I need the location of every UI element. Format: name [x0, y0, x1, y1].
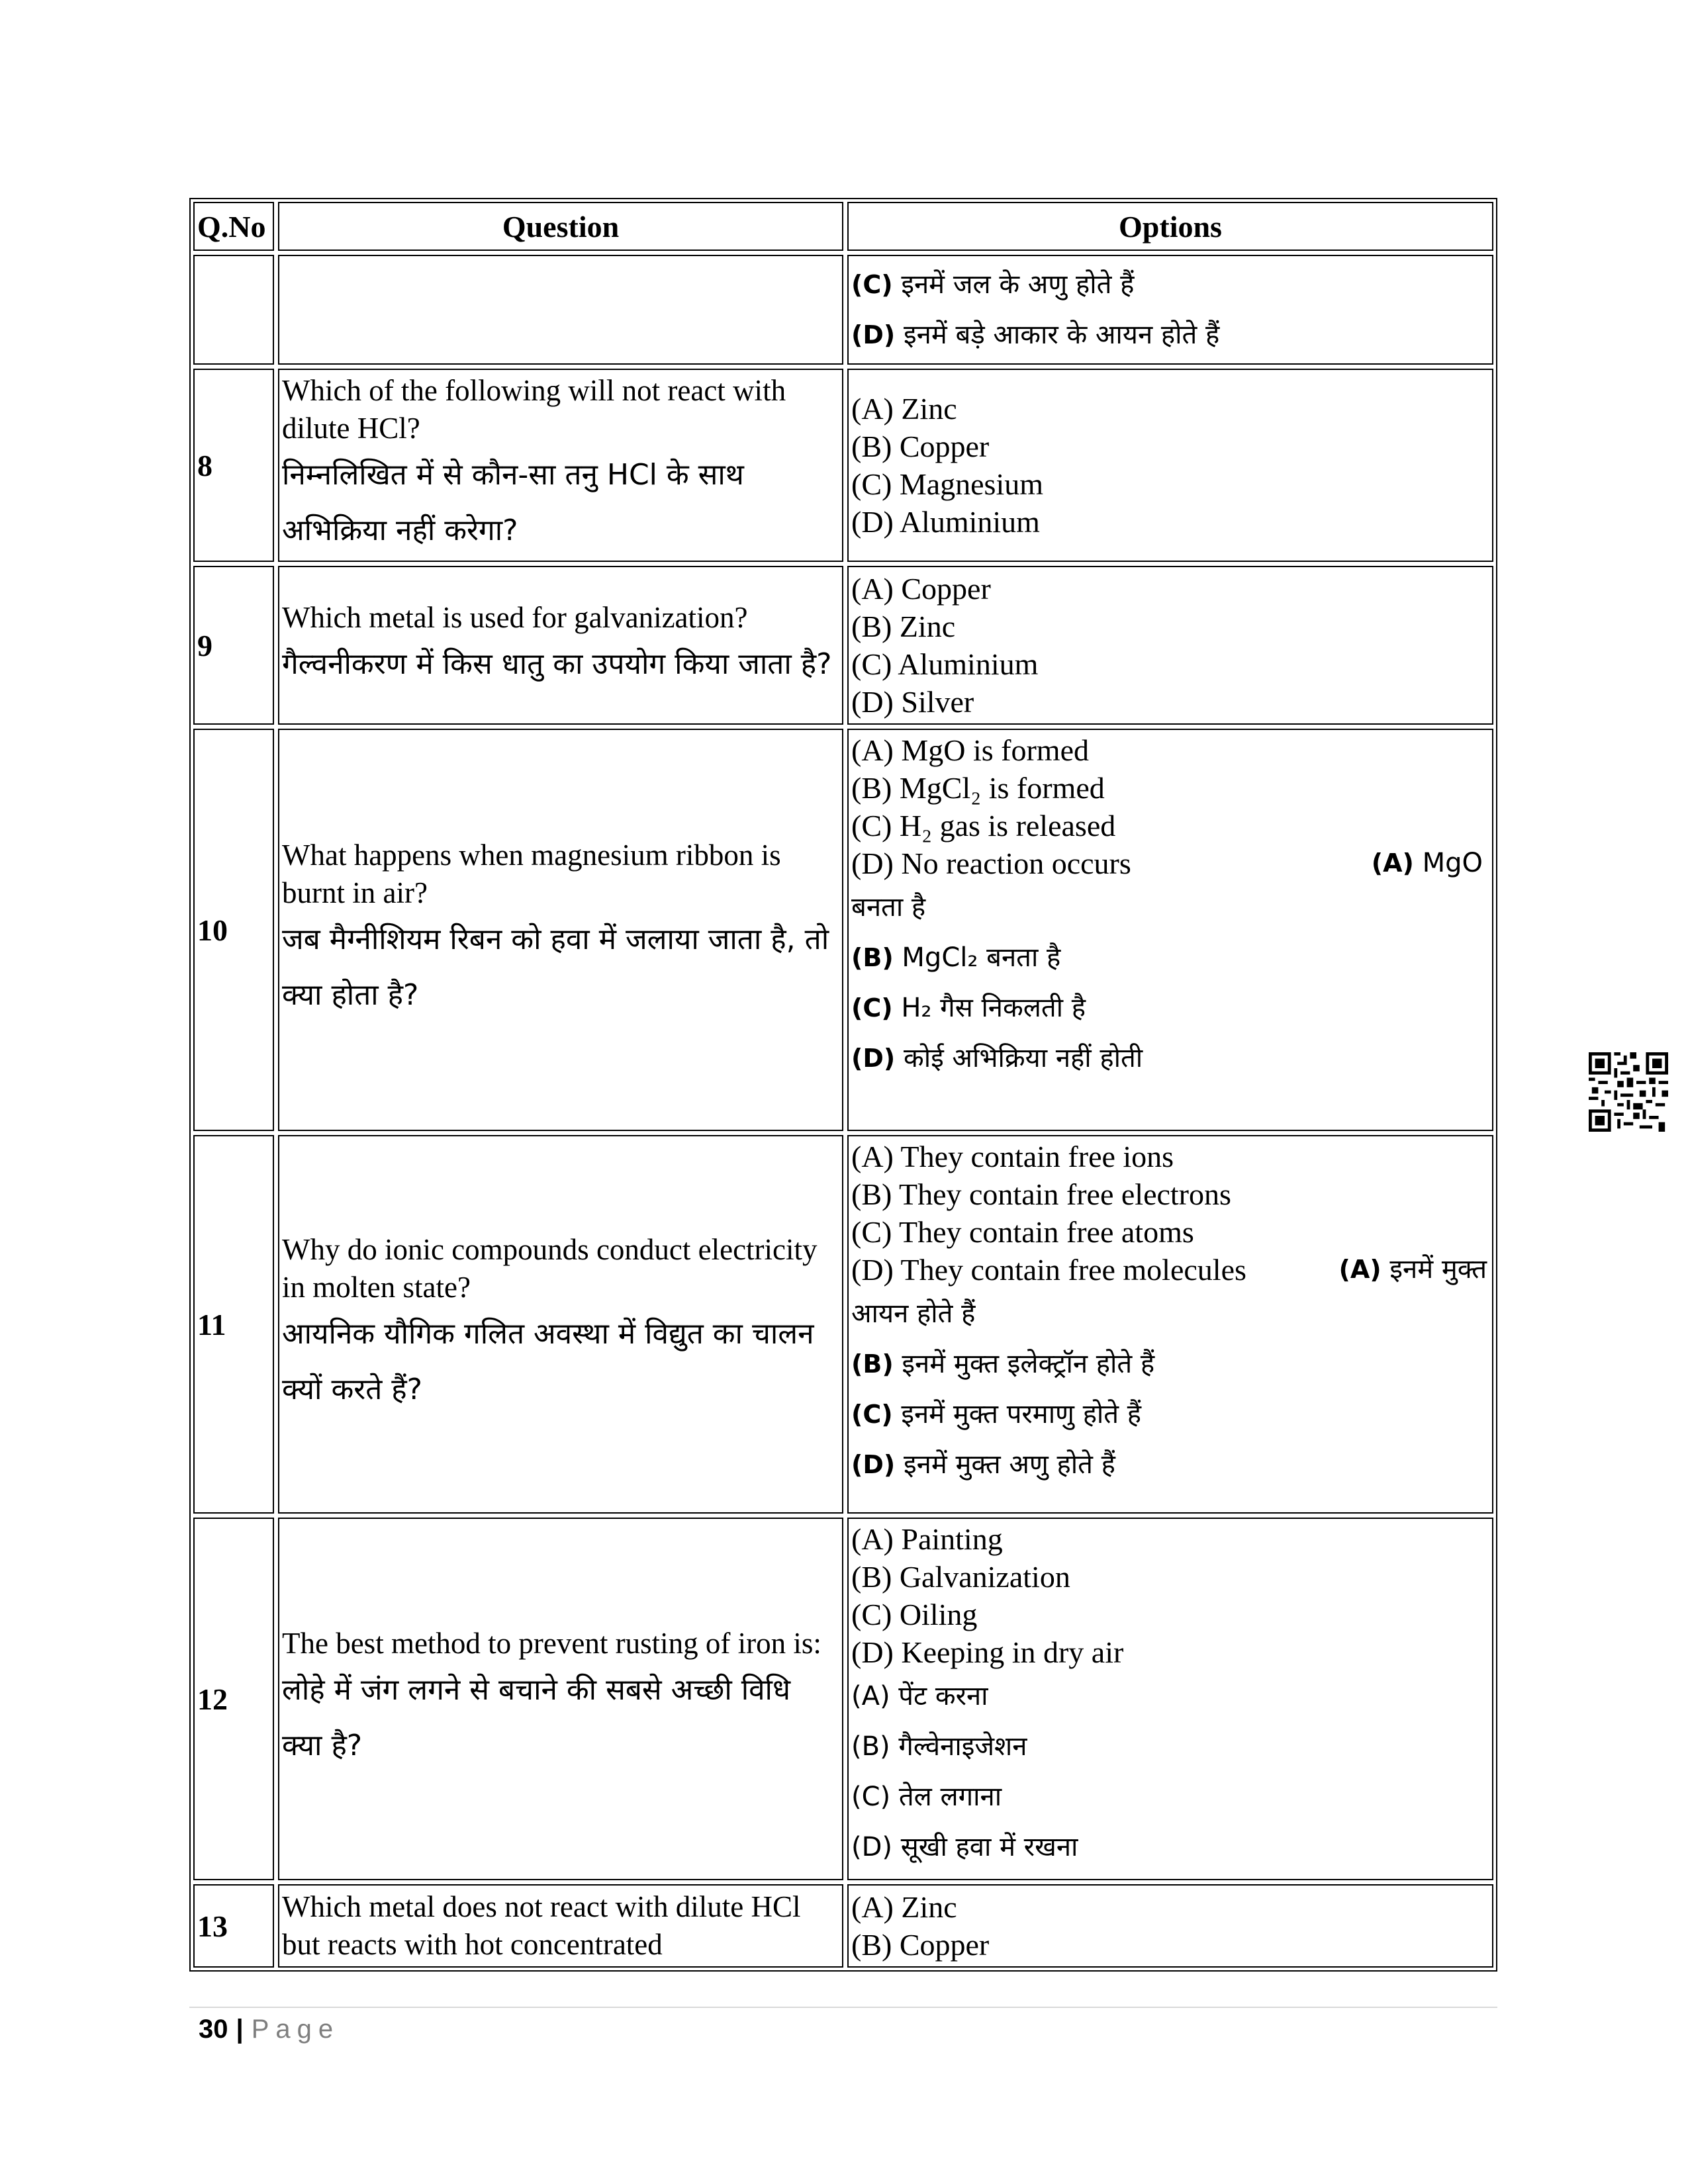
option-en: (C) Oiling: [851, 1598, 978, 1631]
table-row-continued: [193, 255, 1493, 365]
option-hi: (A) इनमें मुक्त: [1338, 1254, 1487, 1285]
option-en: (A) MgO is formed: [851, 733, 1089, 767]
option-hi: (C) इनमें जल के अणु होते हैं: [851, 269, 1135, 300]
option-line: [851, 1251, 1489, 1289]
options-cell: [847, 1518, 1493, 1880]
option-hi: (B) MgCl₂ बनता है: [851, 942, 1061, 973]
option-hi: (A) पेंट करना: [851, 1681, 988, 1711]
option-en: (D) Keeping in dry air: [851, 1635, 1124, 1669]
option-en: (A) Zinc: [851, 392, 957, 426]
table-row-q9: [193, 566, 1493, 725]
options-cell: [847, 255, 1493, 365]
option-en: (D) Silver: [851, 685, 974, 719]
question-number: 12: [193, 1518, 274, 1880]
option-en: (B) Zinc: [851, 610, 956, 643]
option-en: (B) Copper: [851, 430, 990, 463]
question-hi: गैल्वनीकरण में किस धातु का उपयोग किया जाता है?: [282, 647, 832, 681]
question-cell: [278, 566, 843, 725]
option-hi: (D) सूखी हवा में रखना: [851, 1832, 1078, 1862]
options-cell: [847, 566, 1493, 725]
table-row-q12: [193, 1518, 1493, 1880]
question-en: The best method to prevent rusting of iron is:: [282, 1626, 821, 1660]
option-en: (C) They contain free atoms: [851, 1215, 1194, 1249]
page-number: 30: [199, 2015, 228, 2044]
option-en: (A) They contain free ions: [851, 1140, 1174, 1173]
option-en: (D) Aluminium: [851, 505, 1040, 539]
header-question: Question: [278, 202, 843, 251]
option-hi: (A) MgO: [1371, 848, 1483, 878]
option-hi: (C) इनमें मुक्त परमाणु होते हैं: [851, 1399, 1142, 1430]
table-row-q8: [193, 369, 1493, 562]
question-en: Which metal is used for galvanization?: [282, 600, 748, 634]
table-row-q10: [193, 729, 1493, 1131]
options-cell: [847, 1884, 1493, 1968]
question-cell: [278, 369, 843, 562]
question-hi: लोहे में जंग लगने से बचाने की सबसे अच्छी विधि क्या है?: [282, 1672, 791, 1762]
table-row-q13: [193, 1884, 1493, 1968]
question-en: Which metal does not react with dilute HCl but reacts with hot concentrated: [282, 1890, 801, 1961]
option-en: (C) H₂ gas is released: [851, 809, 1116, 842]
option-en: (B) Copper: [851, 1928, 990, 1962]
option-en: (B) MgCl₂ is formed: [851, 771, 1105, 805]
question-cell: [278, 1884, 843, 1968]
page-footer: [199, 2015, 340, 2044]
option-en: (C) Aluminium: [851, 647, 1039, 681]
option-en: (A) Zinc: [851, 1890, 957, 1924]
page-label: Page: [251, 2015, 340, 2044]
question-cell: [278, 255, 843, 365]
option-en: (A) Painting: [851, 1522, 1003, 1556]
question-number: 8: [193, 369, 274, 562]
question-number: 13: [193, 1884, 274, 1968]
option-en: (D) They contain free molecules: [851, 1253, 1246, 1287]
question-en: What happens when magnesium ribbon is burnt in air?: [282, 839, 781, 909]
option-en: (A) Copper: [851, 572, 991, 606]
option-hi: (D) इनमें बड़े आकार के आयन होते हैं: [851, 320, 1220, 350]
header-options: Options: [847, 202, 1493, 251]
question-hi: निम्नलिखित में से कौन-सा तनु HCl के साथ अभिक्रिया नहीं करेगा?: [282, 458, 744, 547]
option-hi: (B) गैल्वेनाइजेशन: [851, 1731, 1027, 1762]
question-number: 9: [193, 566, 274, 725]
question-en: Which of the following will not react with dilute HCl?: [282, 374, 786, 445]
options-cell: [847, 369, 1493, 562]
question-hi: आयनिक यौगिक गलित अवस्था में विद्युत का चालन क्यों करते हैं?: [282, 1317, 814, 1406]
option-en: (B) Galvanization: [851, 1560, 1070, 1594]
qr-code-icon: [1589, 1052, 1668, 1132]
table-row-q11: [193, 1135, 1493, 1514]
option-en: (B) They contain free electrons: [851, 1177, 1231, 1211]
question-number: 10: [193, 729, 274, 1131]
question-hi: जब मैग्नीशियम रिबन को हवा में जलाया जाता है, तो क्या होता है?: [282, 923, 829, 1012]
qno-cell: [193, 255, 274, 365]
option-hi-cont: बनता है: [851, 892, 926, 923]
option-en: (C) Magnesium: [851, 467, 1044, 501]
header-qno: Q.No: [193, 202, 274, 251]
option-hi: (D) कोई अभिक्रिया नहीं होती: [851, 1043, 1143, 1073]
option-hi: (B) इनमें मुक्त इलेक्ट्रॉन होते हैं: [851, 1349, 1155, 1379]
option-hi-cont: आयन होते हैं: [851, 1298, 976, 1329]
question-table: [189, 198, 1497, 1972]
options-cell: [847, 1135, 1493, 1514]
question-grid: [189, 198, 1497, 1972]
option-line: [851, 844, 1489, 882]
options-cell: [847, 729, 1493, 1131]
footer-separator: |: [236, 2015, 244, 2044]
footer-rule: [189, 2007, 1497, 2008]
option-hi: (C) H₂ गैस निकलती है: [851, 993, 1086, 1023]
option-hi: (C) तेल लगाना: [851, 1782, 1002, 1812]
option-en: (D) No reaction occurs: [851, 846, 1131, 880]
question-cell: [278, 1518, 843, 1880]
option-hi: (D) इनमें मुक्त अणु होते हैं: [851, 1449, 1115, 1480]
question-cell: [278, 729, 843, 1131]
question-number: 11: [193, 1135, 274, 1514]
question-cell: [278, 1135, 843, 1514]
header-row: [193, 202, 1493, 251]
question-en: Why do ionic compounds conduct electricity in molten state?: [282, 1233, 818, 1304]
